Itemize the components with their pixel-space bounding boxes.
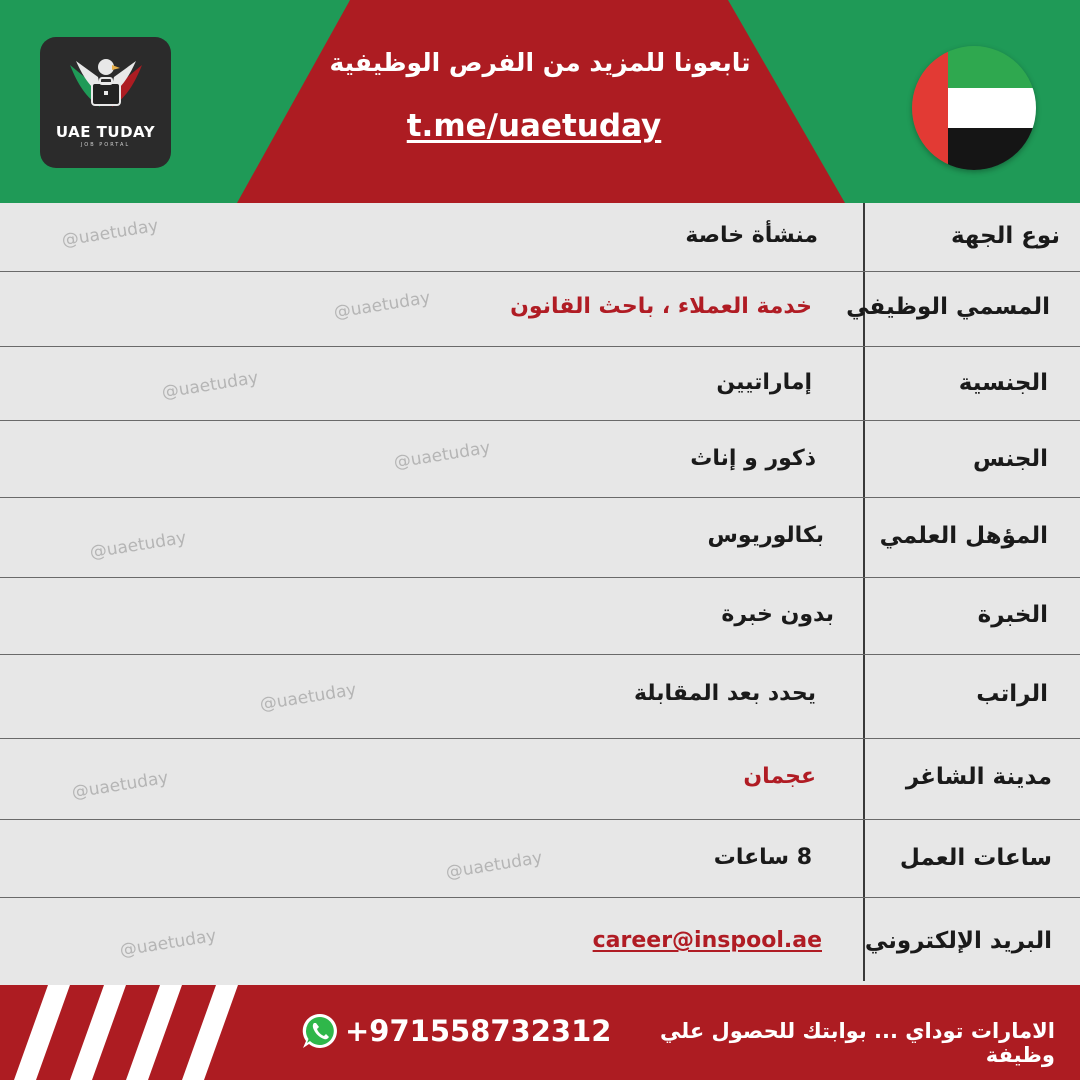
row-label: مدينة الشاغر [905, 764, 1052, 790]
logo [40, 37, 171, 168]
telegram-link[interactable]: t.me/uaetuday [406, 108, 662, 144]
row-divider [0, 420, 1080, 421]
row-value: إماراتيين [716, 370, 812, 395]
watermark: @uaetuday [60, 215, 160, 251]
watermark: @uaetuday [332, 287, 432, 323]
row-divider [0, 738, 1080, 739]
footer [0, 985, 1080, 1080]
row-label: المؤهل العلمي [879, 523, 1048, 549]
row-divider [0, 577, 1080, 578]
watermark: @uaetuday [160, 367, 260, 403]
watermark: @uaetuday [70, 767, 170, 803]
footer-tagline: الامارات توداي ... بوابتك للحصول علي وظيفة [660, 1019, 1055, 1067]
row-label: الجنس [973, 446, 1048, 472]
job-details-table [0, 203, 1080, 983]
row-label: الجنسية [958, 370, 1048, 396]
watermark: @uaetuday [392, 437, 492, 473]
uae-flag-icon [912, 46, 1036, 170]
row-value: خدمة العملاء ، باحث القانون [510, 294, 812, 319]
logo-title: UAE TUDAY [55, 123, 156, 141]
row-divider [0, 819, 1080, 820]
phone-number[interactable]: +971558732312 [345, 1014, 612, 1048]
row-divider [0, 897, 1080, 898]
logo-subtitle: JOB PORTAL [80, 142, 131, 148]
row-value: بدون خبرة [721, 602, 834, 627]
email-link[interactable]: career@inspool.ae [592, 928, 822, 953]
row-value: منشأة خاصة [685, 223, 818, 248]
row-label: الراتب [976, 681, 1048, 707]
row-label: البريد الإلكتروني [864, 928, 1052, 954]
row-label: المسمي الوظيفي [846, 294, 1050, 320]
row-value: بكالوريوس [707, 523, 824, 548]
header [0, 0, 1080, 203]
row-divider [0, 346, 1080, 347]
follow-text: تابعونا للمزيد من الفرص الوظيفية [329, 48, 751, 77]
row-value: ذكور و إناث [690, 446, 816, 471]
row-divider [0, 654, 1080, 655]
watermark: @uaetuday [444, 847, 544, 883]
whatsapp-icon[interactable] [300, 1011, 340, 1051]
row-value: 8 ساعات [713, 845, 812, 870]
footer-stripes [0, 985, 300, 1080]
eagle-briefcase-icon [64, 55, 148, 115]
row-divider [0, 497, 1080, 498]
watermark: @uaetuday [118, 925, 218, 961]
row-divider [0, 271, 1080, 272]
row-value: يحدد بعد المقابلة [633, 681, 816, 706]
row-label: ساعات العمل [899, 845, 1052, 871]
row-label: نوع الجهة [950, 223, 1060, 249]
watermark: @uaetuday [88, 527, 188, 563]
watermark: @uaetuday [258, 679, 358, 715]
row-value: عجمان [743, 764, 816, 789]
row-label: الخبرة [977, 602, 1048, 628]
